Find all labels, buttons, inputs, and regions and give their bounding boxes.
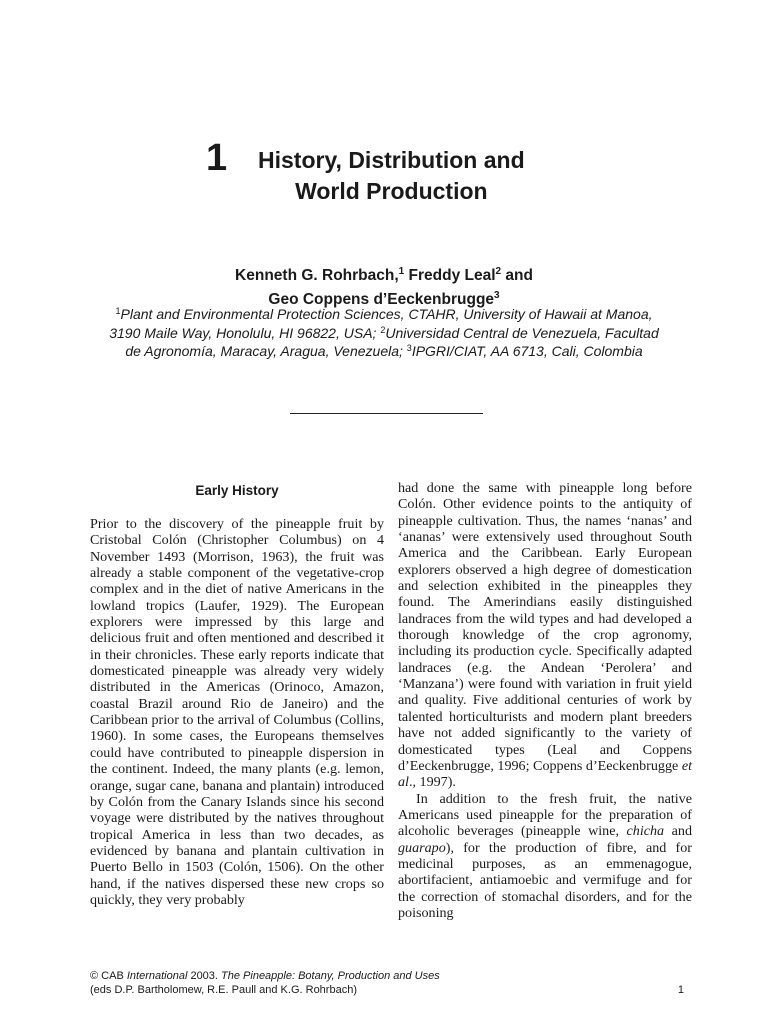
editors-line	[90, 983, 684, 997]
section-heading: Early History	[195, 483, 279, 498]
author-affiliations: $^1$Plant and Environmental Protection Sciences, CTAHR, University of Hawaii at Manoa, 3190 Maile Way, Honolulu, HI 96822, USA; $^2$Universidad Central de Venezuela, Facultad de Agronomía, Maracay, Aragua, Venezuela; $^3$IPGRI/CIAT, AA 6713, Cali, Colombia	[109, 306, 659, 359]
title-divider	[290, 413, 483, 414]
chapter-title-line-1: History, Distribution and	[258, 147, 525, 173]
page-footer	[90, 969, 684, 997]
copyright-line: © CAB International 2003. The Pineapple: Botany, Production and Uses	[90, 970, 440, 982]
paragraph: had done the same with pineapple long before Colón. Other evidence points to the antiquity of pineapple cultivation. Thus, the names ‘nanas’ and ‘ananas’ were extensively used throughout South America and the Caribbean. Early European explorers observed a high degree of domestication and selection exhibited in the pineapples they found. The Amerindians easily distinguished landraces from the wild types and had developed a thorough knowledge of the crop agronomy, including its production cycle. Specifically adapted landraces (e.g. the Andean ‘Perolera’ and ‘Manzana’) were found with variation in fruit yield and quality. Five additional centuries of work by talented horticulturists and modern plant breeders have not added significantly to the variety of domesticated types (Leal and Coppens d’Eeckenbrugge, 1996; Coppens d’Eeckenbrugge et al., 1997).	[398, 480, 692, 791]
editors-text: (eds D.P. Bartholomew, R.E. Paull and K.G. Rohrbach)	[90, 984, 357, 996]
chapter-title-line-2: World Production	[295, 178, 488, 204]
author-line-2: Geo Coppens d’Eeckenbrugge$^3$	[268, 290, 500, 308]
body-column-right	[398, 480, 692, 921]
paragraph: In addition to the fresh fruit, the native Americans used pineapple for the preparation of alcoholic beverages (pineapple wine, chicha and guarapo), for the production of fibre, and for medicinal purposes, as an emmenagogue, abortifacient, antiamoebic and vermifuge and for the correction of stomachal disorders, and for the poisoning	[398, 790, 692, 921]
body-column-left	[90, 480, 384, 908]
chapter-title	[258, 145, 525, 207]
page-number: 1	[677, 984, 684, 996]
author-line-1: Kenneth G. Rohrbach,$^1$ Freddy Leal$^2$ and	[235, 266, 533, 284]
chapter-number: 1	[206, 137, 228, 179]
chapter-heading	[206, 136, 626, 216]
paragraph: Prior to the discovery of the pineapple fruit by Cristobal Colón (Christopher Columbus) on 4 November 1493 (Morrison, 1963), the fruit was already a stable component of the vegetative-crop complex and in the diet of native Americans in the lowland tropics (Laufer, 1929). The European explorers were impressed by this large and delicious fruit and often mentioned and described it in their chronicles. These early reports indicate that domesticated pineapple was already very widely distributed in the Americas (Orinoco, Amazon, coastal Brazil around Rio de Janeiro) and the Caribbean prior to the arrival of Columbus (Collins, 1960). In some cases, the Europeans themselves could have contributed to pineapple dispersion in the continent. Indeed, the many plants (e.g. lemon, orange, sugar cane, banana and plantain) introduced by Colón from the Canary Islands since his second voyage were distributed by the natives throughout tropical America in less than two decades, as evidenced by banana and plantain cultivation in Puerto Bello in 1503 (Colón, 1506). On the other hand, if the natives dispersed these new crops so quickly, they very probably	[90, 516, 384, 908]
